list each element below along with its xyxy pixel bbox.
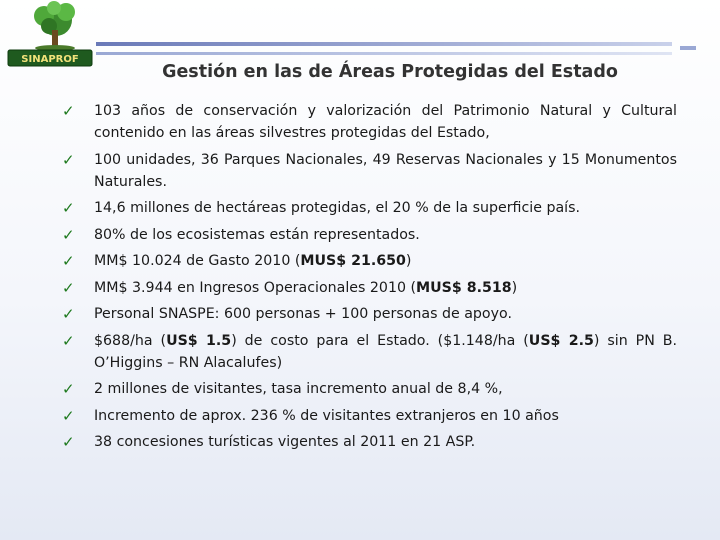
bullet-text-pre: MM$ 3.944 en Ingresos Operacionales 2010 ( — [94, 279, 417, 296]
list-item — [62, 149, 677, 193]
check-icon: ✓ — [62, 252, 75, 270]
check-icon: ✓ — [62, 102, 75, 120]
bullet-text: 80% de los ecosistemas están representados. — [94, 226, 420, 243]
bullet-text: 2 millones de visitantes, tasa incremento anual de 8,4 %, — [94, 381, 503, 397]
bullet-text: 38 concesiones turísticas vigentes al 2011 en 21 ASP. — [94, 434, 476, 450]
bullet-text-mid: ) de costo para el Estado. ($1.148/ha ( — [231, 332, 529, 349]
bullet-text-bold: MUS$ 8.518 — [416, 279, 512, 296]
list-item — [62, 250, 677, 272]
list-item — [62, 224, 677, 246]
check-icon: ✓ — [62, 380, 75, 398]
header-dash — [680, 46, 696, 50]
list-item — [62, 197, 677, 219]
check-icon: ✓ — [62, 278, 75, 297]
bullet-text: 103 años de conservación y valorización del Patrimonio Natural y Cultural contenido en las áreas silvestres protegidas del Estado, — [94, 103, 677, 141]
check-icon: ✓ — [62, 305, 75, 323]
list-item — [62, 330, 677, 374]
list-item — [62, 431, 677, 453]
logo-text: SINAPROF — [21, 54, 79, 65]
check-icon: ✓ — [62, 433, 75, 451]
list-item — [62, 303, 677, 325]
sinaprof-logo — [4, 0, 96, 72]
bullet-text-bold: US$ 1.5 — [166, 332, 232, 349]
bullet-list — [62, 100, 677, 458]
header-bar-secondary — [96, 52, 672, 55]
bullet-text-pre: $688/ha ( — [94, 332, 167, 349]
check-icon: ✓ — [62, 225, 75, 244]
list-item — [62, 277, 677, 299]
bullet-text-post: ) — [405, 253, 412, 269]
list-item — [62, 405, 677, 427]
page-title: Gestión en las de Áreas Protegidas del Estado — [162, 62, 618, 82]
list-item — [62, 100, 677, 144]
check-icon: ✓ — [62, 331, 75, 350]
list-item — [62, 378, 677, 400]
bullet-text-pre: MM$ 10.024 de Gasto 2010 ( — [94, 253, 301, 269]
bullet-text-bold: MUS$ 21.650 — [300, 253, 406, 269]
header-bar — [96, 42, 672, 46]
bullet-text-post: ) — [511, 279, 518, 296]
bullet-text: Incremento de aprox. 236 % de visitantes extranjeros en 10 años — [94, 407, 559, 424]
bullet-text: 100 unidades, 36 Parques Nacionales, 49 Reservas Nacionales y 15 Monumentos Naturales. — [94, 151, 677, 190]
check-icon: ✓ — [62, 150, 75, 169]
bullet-text: Personal SNASPE: 600 personas + 100 personas de apoyo. — [94, 306, 512, 322]
bullet-text: 14,6 millones de hectáreas protegidas, el 20 % de la superficie país. — [94, 200, 581, 216]
tree-logo-icon — [4, 0, 96, 72]
check-icon: ✓ — [62, 406, 75, 425]
check-icon: ✓ — [62, 199, 75, 217]
bullet-text-post: ) sin PN B. O’Higgins – RN Alacalufes) — [94, 332, 678, 371]
bullet-text-bold-2: US$ 2.5 — [528, 332, 594, 349]
